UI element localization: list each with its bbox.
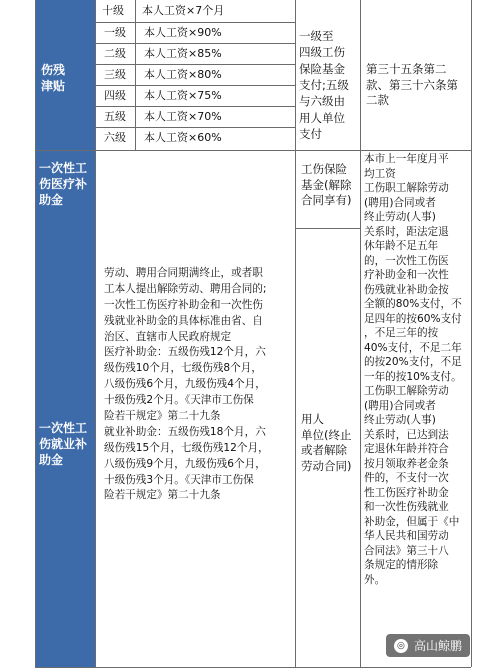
grade-label: 三级 <box>104 68 126 81</box>
grade-label: 二级 <box>104 47 126 60</box>
top-grade: 十级 <box>102 4 124 17</box>
grid-line <box>135 0 136 150</box>
grade-formula: 本人工资×70% <box>144 110 222 123</box>
grid-line <box>95 0 96 667</box>
employment-subsidy-description: 劳动、聘用合同期满终止，或者职 工本人提出解除劳动、聘用合同的; 一次性工伤医疗补助金和一次性伤 残就业补助金的具体标准由省、自 治区、直辖市人民政府规定 医疗补助金：五级伤残12个月，六 级伤残10个月，七级伤残8个月， 八级伤残6个月，九级伤残4个月， 十级伤残2个月。《天津市工伤保 险若干规定》第二十九条 就业补助金：五级伤残18个月，六 级伤残15个月，七级伤残12个月， 八级伤残9个月，九级伤残6个月， 十级伤残3个月。《天津市工伤保 险若干规定》第二十九条 <box>104 267 269 502</box>
grade-label: 五级 <box>104 110 126 123</box>
grid-line <box>95 43 295 44</box>
grid-line <box>471 0 472 667</box>
category-cell-disability-allowance <box>35 22 95 150</box>
category-cell-employment-subsidy <box>35 228 95 667</box>
employment-subsidy-payer: 用人 单位(终止 或者解除 劳动合同) <box>301 412 352 473</box>
category-label-disability-allowance: 伤残 津贴 <box>41 63 66 94</box>
grid-line <box>295 0 296 667</box>
watermark <box>386 634 470 657</box>
category-cell-top <box>35 0 95 22</box>
grid-line <box>95 85 295 86</box>
grid-line <box>95 64 295 65</box>
disability-payer: 一级至 四级工伤 保险基金 支付;五级 与六级由 用人单位 支付 <box>299 29 349 141</box>
grade-formula: 本人工资×85% <box>144 47 222 60</box>
grade-label: 四级 <box>104 89 126 102</box>
grid-line <box>95 106 295 107</box>
watermark-text: 高山鲸鹏 <box>413 639 462 653</box>
grid-line <box>95 22 295 23</box>
right-notes: 本市上一年度月平 均工资 工伤职工解除劳动 (聘用)合同或者 终止劳动(人事) 关系时，距法定退 休年龄不足五年 的，一次性工伤医 疗补助金和一次性 伤残就业补助金按 全额的80%支付，不 足四年的按60%支付 ，不足三年的按 40%支付，不足二年 的按20%支付，不足 一年的按10%支付。 工伤职工解除劳动 (聘用)合同或者 终止劳动(人事) 关系时，已达到法 定退休年龄并符合 按月领取养老金条 件的，不支付一次 性工伤医疗补助金 和一次性伤残就业 补助金，但属于《中 华人民共和国劳动 合同法》第三十八 条规定的情形除 外。 <box>364 153 462 586</box>
grid-line <box>35 150 471 151</box>
category-label-medical-subsidy: 一次性工 伤医疗补 助金 <box>39 161 88 208</box>
medical-subsidy-payer: 工伤保险 基金(解除 合同享有) <box>301 162 352 208</box>
grade-formula: 本人工资×60% <box>144 131 222 144</box>
grid-line <box>360 0 361 667</box>
watermark-logo-icon: ◎ <box>394 639 408 653</box>
grade-label: 一级 <box>104 26 126 39</box>
grid-line <box>95 127 295 128</box>
grid-line <box>295 228 360 229</box>
disability-legal-basis: 第三十五条第二 款、第三十六条第 二款 <box>366 62 458 108</box>
grid-line <box>35 0 36 667</box>
category-label-employment-subsidy: 一次性工 伤就业补 助金 <box>39 421 88 468</box>
category-cell-medical-subsidy <box>35 150 95 228</box>
grade-formula: 本人工资×75% <box>144 89 222 102</box>
top-formula: 本人工资×7个月 <box>142 4 225 17</box>
grade-label: 六级 <box>104 131 126 144</box>
grade-formula: 本人工资×90% <box>144 26 222 39</box>
grade-formula: 本人工资×80% <box>144 68 222 81</box>
